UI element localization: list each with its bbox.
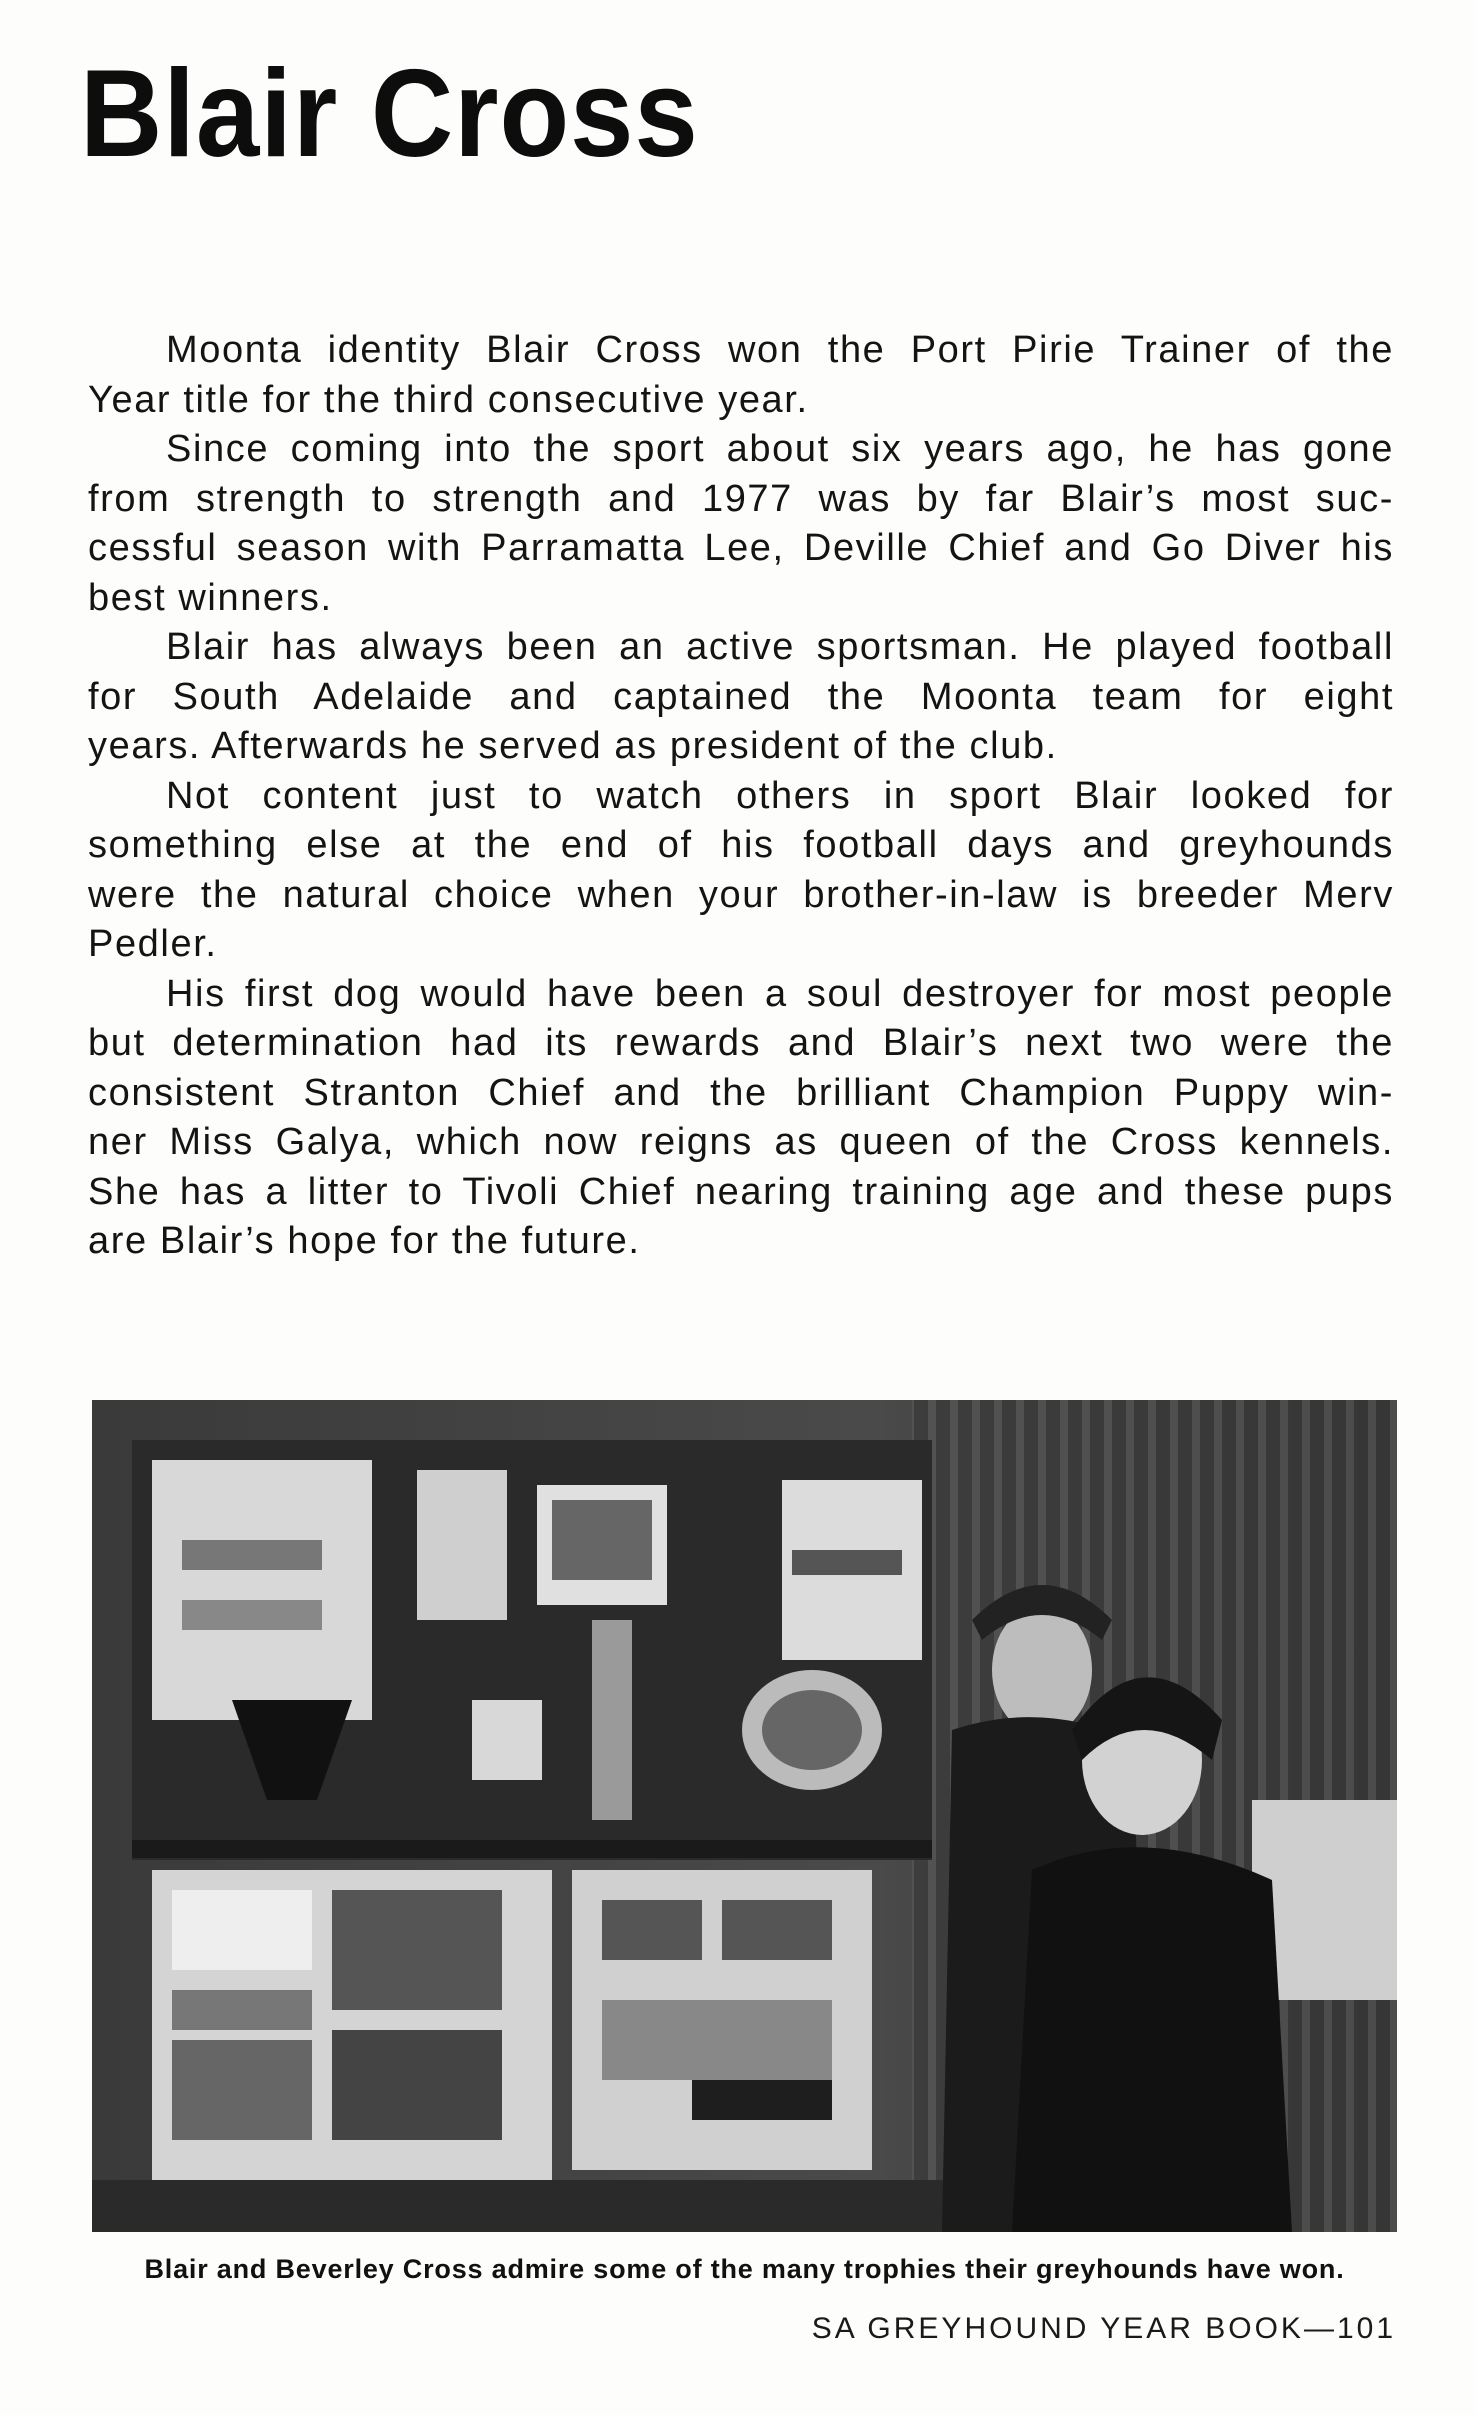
article-body — [88, 326, 1394, 1267]
text-line: Year title for the third consecutive year. — [88, 378, 809, 421]
text-line: Pedler. — [88, 923, 218, 965]
photo-caption: Blair and Beverley Cross admire some of the many trophies their greyhounds have won. — [144, 2254, 1345, 2284]
text-line: for South Adelaide and captained the Moonta team for eight — [88, 675, 1394, 718]
paragraph — [88, 772, 1394, 970]
text-line: but determination had its rewards and Blair’s next two were the — [88, 1022, 1394, 1064]
text-line: something else at the end of his football days and greyhounds — [88, 824, 1394, 866]
trophy-cabinet-image — [92, 1400, 1397, 2232]
text-line: Since coming into the sport about six years ago, he has gone — [166, 428, 1394, 470]
article-title: Blair Cross — [80, 45, 699, 183]
text-line: Blair has always been an active sportsman. He played football — [166, 626, 1394, 668]
paragraph — [88, 970, 1394, 1267]
text-line: from strength to strength and 1977 was by far Blair’s most suc- — [88, 477, 1394, 520]
text-line: She has a litter to Tivoli Chief nearing training age and these pups — [88, 1170, 1394, 1213]
text-line: are Blair’s hope for the future. — [88, 1220, 641, 1262]
text-line: years. Afterwards he served as president of the club. — [88, 725, 1058, 767]
paragraph — [88, 623, 1394, 772]
text-line: consistent Stranton Chief and the brilliant Champion Puppy win- — [88, 1071, 1394, 1114]
text-line: His first dog would have been a soul destroyer for most people — [166, 972, 1394, 1015]
paragraph — [88, 425, 1394, 623]
paragraph — [88, 326, 1394, 425]
text-line: cessful season with Parramatta Lee, Deville Chief and Go Diver his — [88, 527, 1394, 569]
text-line: ner Miss Galya, which now reigns as queen of the Cross kennels. — [88, 1121, 1394, 1163]
trophy-photo — [92, 1400, 1397, 2232]
page-footer: SA GREYHOUND YEAR BOOK—101 — [811, 2312, 1396, 2345]
text-line: Moonta identity Blair Cross won the Port Pirie Trainer of the — [166, 329, 1394, 371]
text-line: were the natural choice when your brother-in-law is breeder Merv — [88, 873, 1394, 916]
text-line: best winners. — [88, 576, 333, 619]
text-line: Not content just to watch others in sport Blair looked for — [166, 774, 1394, 817]
